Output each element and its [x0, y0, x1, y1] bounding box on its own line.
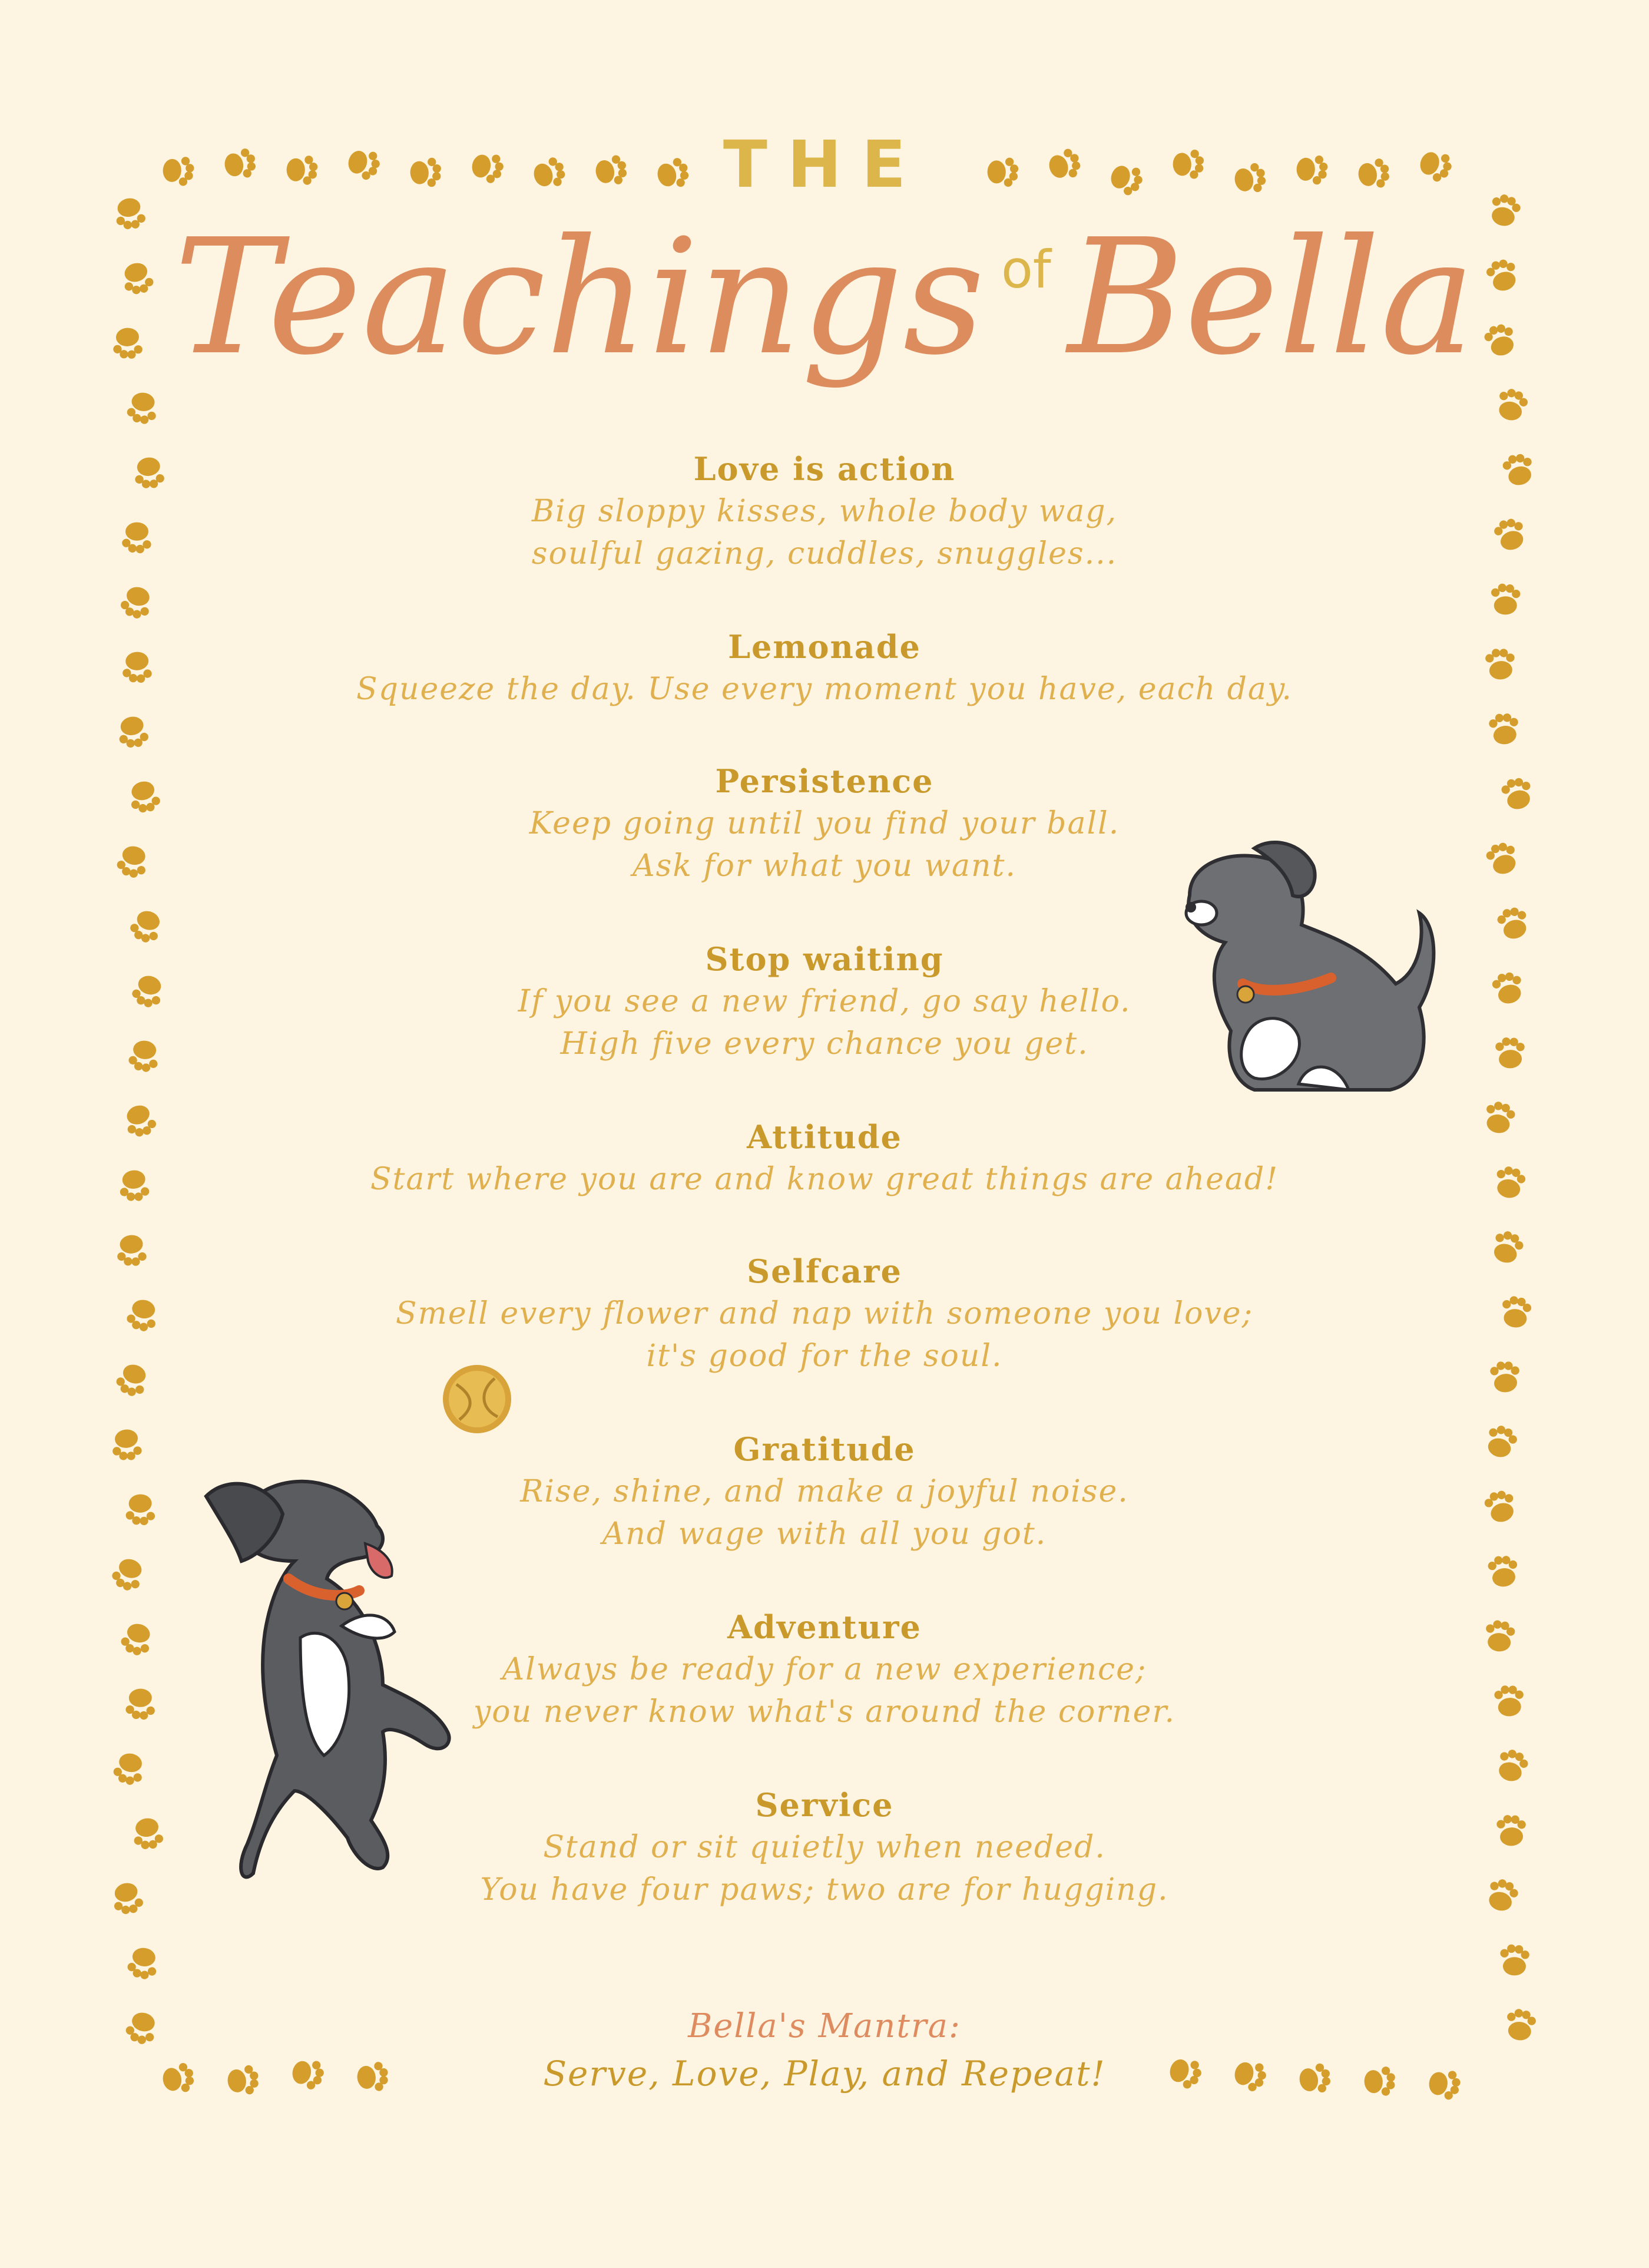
paw-icon	[1487, 1554, 1520, 1589]
teaching-heading: Selfcare	[747, 1252, 902, 1290]
paw-icon	[1483, 1100, 1517, 1136]
paw-icon	[1495, 904, 1532, 943]
paw-icon	[1491, 584, 1521, 615]
paw-icon	[125, 1494, 155, 1526]
paw-icon	[125, 1688, 155, 1720]
teaching-line: you never know what's around the corner.	[473, 1694, 1176, 1730]
paw-icon	[126, 391, 158, 425]
teaching-line: Always be ready for a new experience;	[502, 1652, 1147, 1687]
paw-icon	[123, 2009, 159, 2047]
teaching-line: You have four paws; two are for hugging.	[480, 1872, 1169, 1907]
teaching-heading: Stop waiting	[705, 940, 944, 978]
teaching-heading: Persistence	[715, 762, 934, 800]
paw-icon	[1482, 1487, 1519, 1526]
paw-icon	[1493, 1165, 1527, 1200]
paw-icon	[111, 1751, 146, 1787]
paw-icon	[128, 1039, 160, 1073]
teaching-line: soulful gazing, cuddles, snuggles...	[531, 536, 1118, 571]
paw-icon	[1484, 839, 1521, 878]
paw-icon	[111, 1428, 143, 1462]
paw-icon	[127, 907, 165, 946]
paw-icon	[125, 1298, 159, 1333]
paw-icon	[116, 1234, 147, 1267]
paw-icon	[1499, 775, 1535, 812]
paw-icon	[115, 844, 149, 880]
paw-icon	[1500, 1945, 1529, 1976]
teaching-line: Big sloppy kisses, whole body wag,	[531, 494, 1118, 529]
paw-icon	[122, 523, 151, 554]
paw-icon	[226, 2064, 260, 2097]
sitting-dog	[1172, 837, 1455, 1143]
paw-icon	[1485, 647, 1516, 680]
paw-icon	[1494, 1684, 1525, 1718]
teaching-line: Stand or sit quietly when needed.	[543, 1830, 1106, 1865]
paw-icon	[126, 1946, 159, 1981]
title-of: of	[1001, 239, 1051, 300]
teaching-line: Rise, shine, and make a joyful noise.	[520, 1474, 1129, 1509]
paw-icon	[122, 652, 153, 684]
paw-icon	[118, 584, 154, 621]
paw-icon	[1489, 1228, 1527, 1267]
paw-icon	[1495, 386, 1530, 424]
teaching-line: High five every chance you get.	[560, 1026, 1089, 1062]
teaching-lemonade	[294, 626, 1355, 760]
paw-icon	[1490, 969, 1527, 1007]
teaching-line: Squeeze the day. Use every moment you have, each day.	[356, 672, 1293, 707]
paw-icon	[1428, 2068, 1462, 2101]
paw-icon	[290, 2057, 326, 2091]
teaching-line: Keep going until you find your ball.	[529, 806, 1120, 841]
paw-icon	[1495, 1036, 1525, 1069]
paw-icon	[1500, 1295, 1532, 1329]
mantra-label: Bella's Mantra:	[688, 2007, 961, 2045]
paw-icon	[115, 715, 150, 751]
paw-icon	[1489, 1360, 1521, 1393]
teaching-heading: Lemonade	[728, 628, 921, 666]
paw-icon	[1494, 1747, 1531, 1784]
paw-icon	[121, 1102, 159, 1140]
mantra	[412, 2003, 1237, 2097]
teaching-line: Start where you are and know great things are ahead!	[370, 1162, 1279, 1197]
teaching-line: Ask for what you want.	[633, 848, 1016, 884]
paw-icon	[130, 973, 165, 1010]
paw-icon	[1363, 2066, 1396, 2097]
teaching-heading: Service	[755, 1786, 894, 1824]
paw-icon	[131, 1816, 164, 1852]
paw-icon	[1484, 1423, 1520, 1460]
paw-icon	[1485, 1619, 1516, 1652]
paw-icon	[1501, 451, 1537, 488]
teaching-heading: Love is action	[693, 450, 956, 488]
paw-icon	[133, 456, 165, 490]
title-bella: Bella	[1067, 204, 1475, 390]
paw-icon	[126, 778, 162, 815]
paw-icon	[109, 1555, 147, 1593]
paw-icon	[1492, 515, 1529, 553]
teaching-line: And wage with all you got.	[602, 1516, 1047, 1552]
paw-icon	[1488, 711, 1521, 746]
paw-icon	[1231, 2058, 1269, 2094]
title-the: THE	[723, 127, 926, 202]
paw-icon	[161, 2061, 197, 2095]
teaching-line: it's good for the soul.	[646, 1338, 1003, 1374]
paw-icon	[1496, 1814, 1527, 1846]
paw-icon	[118, 1621, 154, 1658]
teaching-love-is-action	[294, 448, 1355, 626]
mantra-text: Serve, Love, Play, and Repeat!	[543, 2054, 1106, 2094]
jumping-dog	[194, 1461, 489, 1885]
paw-icon	[1504, 2008, 1537, 2042]
teaching-heading: Attitude	[747, 1118, 902, 1156]
teaching-heading: Gratitude	[733, 1430, 916, 1468]
paw-icon	[1297, 2062, 1333, 2096]
paw-icon	[356, 2061, 390, 2094]
tennis-ball	[439, 1361, 515, 1437]
page-title	[0, 204, 1649, 390]
teaching-line: If you see a new friend, go say hello.	[518, 984, 1131, 1019]
teaching-line: Smell every flower and nap with someone you love;	[395, 1296, 1254, 1331]
teaching-heading: Adventure	[727, 1608, 922, 1646]
paw-icon	[1484, 1876, 1521, 1914]
paw-icon	[118, 1169, 150, 1202]
paw-icon	[113, 1361, 150, 1399]
title-teachings: Teachings	[174, 204, 985, 390]
paw-icon	[110, 1880, 145, 1917]
